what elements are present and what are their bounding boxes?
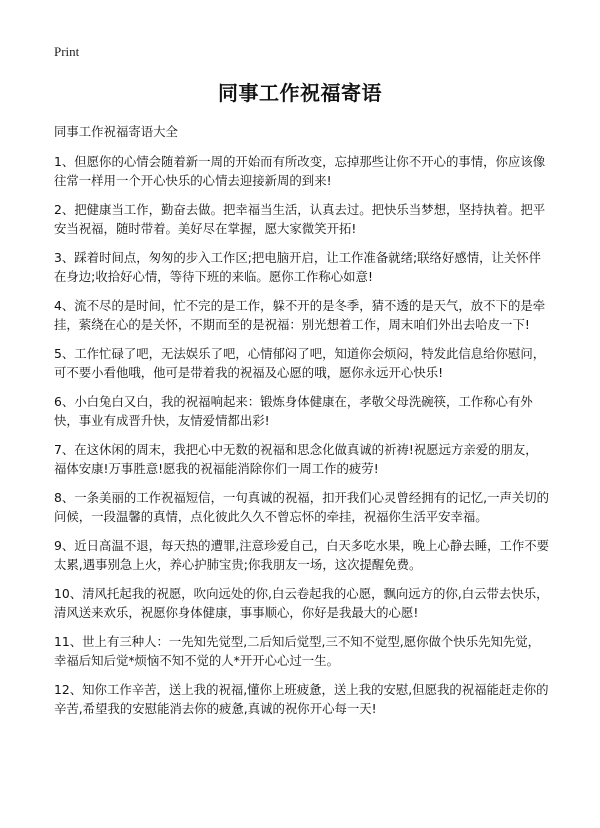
blessing-paragraph-6: 6、小白兔白又白，我的祝福响起来：锻炼身体健康在，孝敬父母洗碗筷，工作称心有外快，事业有成晋升快，友情爱情都出彩!	[54, 394, 533, 428]
blessing-paragraph-11: 11、世上有三种人：一先知先觉型,二后知后觉型,三不知不觉型,愿你做个快乐先知先觉，幸福后知后觉*烦恼不知不觉的人*开开心心过一生。	[54, 634, 541, 668]
document-title: 同事工作祝福寄语	[218, 81, 382, 105]
blessing-paragraph-8: 8、一条美丽的工作祝福短信，一句真诚的祝福，扣开我们心灵曾经拥有的记忆,一声关切的问候，一段温馨的真情，点化彼此久久不曾忘怀的牵挂，祝福你生活平安幸福。	[54, 490, 550, 524]
document-body	[54, 122, 550, 728]
print-link[interactable]: Print	[54, 44, 80, 59]
blessing-paragraph-3: 3、踩着时间点，匆匆的步入工作区;把电脑开启，让工作准备就绪;联络好感情，让关怀伴在身边;收拾好心情，等待下班的来临。愿你工作称心如意!	[54, 250, 542, 284]
blessing-paragraph-1: 1、但愿你的心情会随着新一周的开始而有所改变，忘掉那些让你不开心的事情，你应该像往常一样用一个开心快乐的心情去迎接新周的到来!	[54, 154, 546, 188]
blessing-paragraph-2: 2、把健康当工作，勤奋去做。把幸福当生活，认真去过。把快乐当梦想，坚持执着。把平安当祝福，随时带着。美好尽在掌握，愿大家微笑开拓!	[54, 202, 546, 236]
blessing-paragraph-12: 12、知你工作辛苦，送上我的祝福,懂你上班疲惫，送上我的安慰,但愿我的祝福能赶走你的辛苦,希望我的安慰能消去你的疲惫,真诚的祝你开心每一天!	[54, 682, 549, 716]
blessing-paragraph-4: 4、流不尽的是时间，忙不完的是工作，躲不开的是冬季，猜不透的是天气，放不下的是牵挂，萦绕在心的是关怀，不期而至的是祝福：别光想着工作，周末咱们外出去哈皮一下!	[54, 298, 546, 332]
document-subtitle: 同事工作祝福寄语大全	[54, 124, 178, 139]
blessing-paragraph-5: 5、工作忙碌了吧，无法娱乐了吧，心情郁闷了吧，知道你会烦闷，特发此信息给你慰问，可不要小看他哦，他可是带着我的祝福及心愿的哦，愿你永远开心快乐!	[54, 346, 546, 380]
blessing-paragraph-9: 9、近日高温不退，每天热的遭罪,注意珍爱自己，白天多吃水果，晚上心静去睡，工作不要太累,遇事别急上火，养心护肺宝贵;你我朋友一场，这次提醒免费。	[54, 538, 550, 572]
blessing-paragraph-10: 10、清风托起我的祝愿，吹向远处的你,白云卷起我的心愿，飘向远方的你,白云带去快乐，清风送来欢乐，祝愿你身体健康，事事顺心，你好是我最大的心愿!	[54, 586, 549, 620]
blessing-paragraph-7: 7、在这休闲的周末，我把心中无数的祝福和思念化做真诚的祈祷!祝愿远方亲爱的朋友，福体安康!万事胜意!愿我的祝福能消除你们一周工作的疲劳!	[54, 442, 538, 476]
